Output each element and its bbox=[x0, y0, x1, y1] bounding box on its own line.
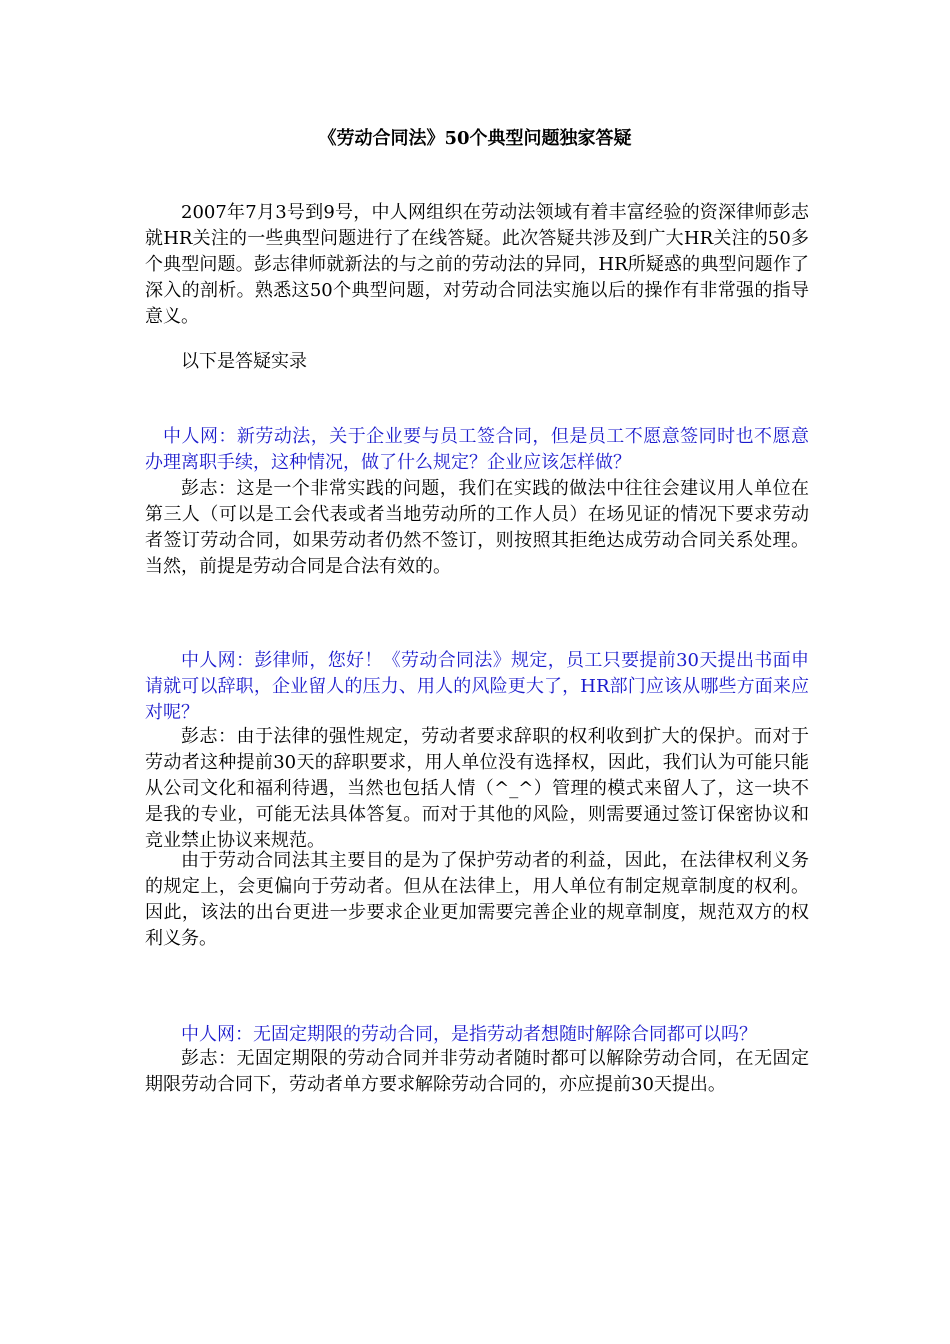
document-title: 《劳动合同法》50个典型问题独家答疑 bbox=[318, 128, 632, 149]
question-2: 中人网：彭律师，您好！《劳动合同法》规定，员工只要提前30天提出书面申请就可以辞职，企业留人的压力、用人的风险更大了，HR部门应该从哪些方面来应对呢？ bbox=[145, 650, 809, 723]
answer-3: 彭志：无固定期限的劳动合同并非劳动者随时都可以解除劳动合同，在无固定期限劳动合同下，劳动者单方要求解除劳动合同的，亦应提前30天提出。 bbox=[145, 1048, 809, 1095]
question-1: 中人网：新劳动法，关于企业要与员工签合同，但是员工不愿意签同时也不愿意办理离职手续，这种情况，做了什么规定？企业应该怎样做？ bbox=[145, 426, 809, 473]
answer-1: 彭志：这是一个非常实践的问题，我们在实践的做法中往往会建议用人单位在第三人（可以是工会代表或者当地劳动所的工作人员）在场见证的情况下要求劳动者签订劳动合同，如果劳动者仍然不签订，则按照其拒绝达成劳动合同关系处理。当然，前提是劳动合同是合法有效的。 bbox=[145, 478, 809, 577]
lead-paragraph: 以下是答疑实录 bbox=[181, 351, 307, 372]
question-3: 中人网：无固定期限的劳动合同，是指劳动者想随时解除合同都可以吗？ bbox=[181, 1024, 757, 1045]
answer-2-extra: 由于劳动合同法其主要目的是为了保护劳动者的利益，因此，在法律权利义务的规定上，会更偏向于劳动者。但从在法律上，用人单位有制定规章制度的权利。因此，该法的出台更进一步要求企业更加需要完善企业的规章制度，规范双方的权利义务。 bbox=[145, 850, 809, 949]
intro-paragraph: 2007年7月3号到9号，中人网组织在劳动法领域有着丰富经验的资深律师彭志就HR关注的一些典型问题进行了在线答疑。此次答疑共涉及到广大HR关注的50多个典型问题。彭志律师就新法的与之前的劳动法的异同，HR所疑惑的典型问题作了深入的剖析。熟悉这50个典型问题，对劳动合同法实施以后的操作有非常强的指导意义。 bbox=[145, 202, 809, 327]
answer-2: 彭志：由于法律的强性规定，劳动者要求辞职的权利收到扩大的保护。而对于劳动者这种提前30天的辞职要求，用人单位没有选择权，因此，我们认为可能只能从公司文化和福利待遇，当然也包括人情（^_^）管理的模式来留人了，这一块不是我的专业，可能无法具体答复。而对于其他的风险，则需要通过签订保密协议和竞业禁止协议来规范。 bbox=[145, 726, 809, 851]
